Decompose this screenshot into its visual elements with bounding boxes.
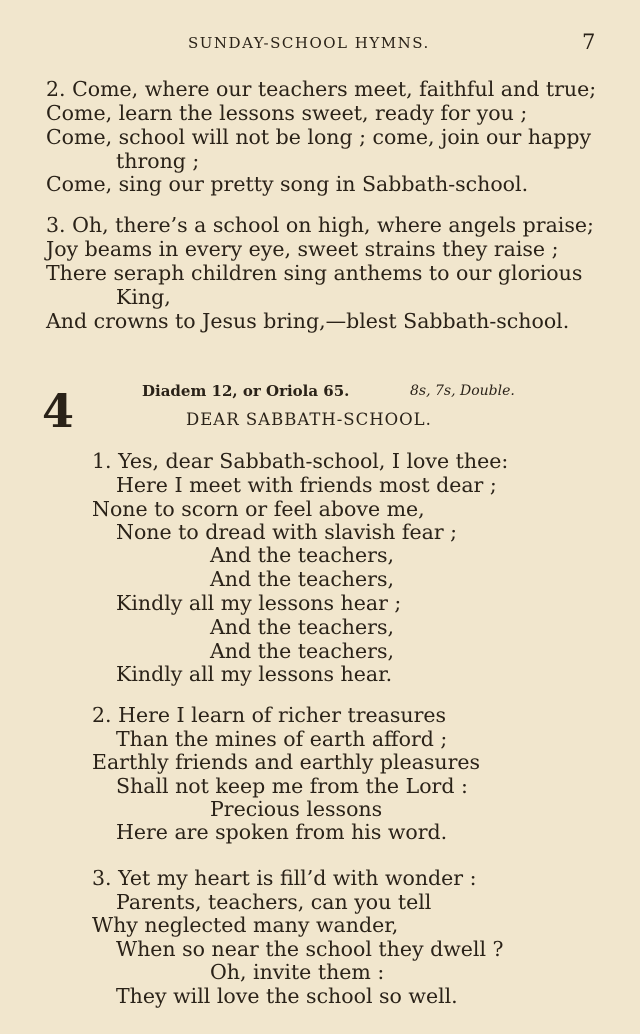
verse-line: King, (116, 285, 171, 309)
verse-line: throng ; (116, 149, 200, 173)
page-header (0, 30, 640, 58)
verse-line: 3. Yet my heart is fill’d with wonder : (92, 866, 477, 890)
verse-line: 3. Oh, there’s a school on high, where angels praise; (46, 213, 594, 237)
verse-line: And the teachers, (210, 639, 394, 663)
verse-line: Oh, invite them : (210, 960, 385, 984)
verse-line: 2. Come, where our teachers meet, faithful and true; (46, 77, 597, 101)
hymn-number: 4 (42, 384, 75, 438)
verse-line: And the teachers, (210, 615, 394, 639)
verse-line: Than the mines of earth afford ; (116, 727, 448, 751)
verse-line: Precious lessons (210, 797, 383, 821)
verse-line: When so near the school they dwell ? (116, 937, 504, 961)
verse-line: Here are spoken from his word. (116, 820, 448, 844)
verse-line: Here I meet with friends most dear ; (116, 473, 497, 497)
verse-line: Joy beams in every eye, sweet strains they raise ; (46, 237, 559, 261)
verse-line: Why neglected many wander, (92, 913, 399, 937)
verse-line: And the teachers, (210, 567, 394, 591)
hymn-title: DEAR SABBATH-SCHOOL. (186, 410, 432, 429)
verse-line: Come, learn the lessons sweet, ready for you ; (46, 101, 528, 125)
tune-reference: Diadem 12, or Oriola 65. (142, 382, 350, 400)
verse-line: Parents, teachers, can you tell (116, 890, 432, 914)
verse-line: They will love the school so well. (116, 984, 458, 1008)
verse-line: Earthly friends and earthly pleasures (92, 750, 481, 774)
verse-line: Come, sing our pretty song in Sabbath-school. (46, 172, 529, 196)
verse-line: 2. Here I learn of richer treasures (92, 703, 447, 727)
page-number: 7 (582, 30, 596, 54)
verse-line: Shall not keep me from the Lord : (116, 774, 468, 798)
verse-line: There seraph children sing anthems to our glorious (46, 261, 583, 285)
running-title: SUNDAY-SCHOOL HYMNS. (188, 34, 430, 52)
verse-line: None to scorn or feel above me, (92, 497, 425, 521)
verse-line: Kindly all my lessons hear ; (116, 591, 402, 615)
verse-line: And the teachers, (210, 543, 394, 567)
verse-line: And crowns to Jesus bring,—blest Sabbath-school. (46, 309, 570, 333)
verse-line: Kindly all my lessons hear. (116, 662, 393, 686)
verse-line: Come, school will not be long ; come, join our happy (46, 125, 592, 149)
verse-line: 1. Yes, dear Sabbath-school, I love thee: (92, 449, 509, 473)
verse-line: None to dread with slavish fear ; (116, 520, 458, 544)
meter: 8s, 7s, Double. (410, 383, 515, 399)
